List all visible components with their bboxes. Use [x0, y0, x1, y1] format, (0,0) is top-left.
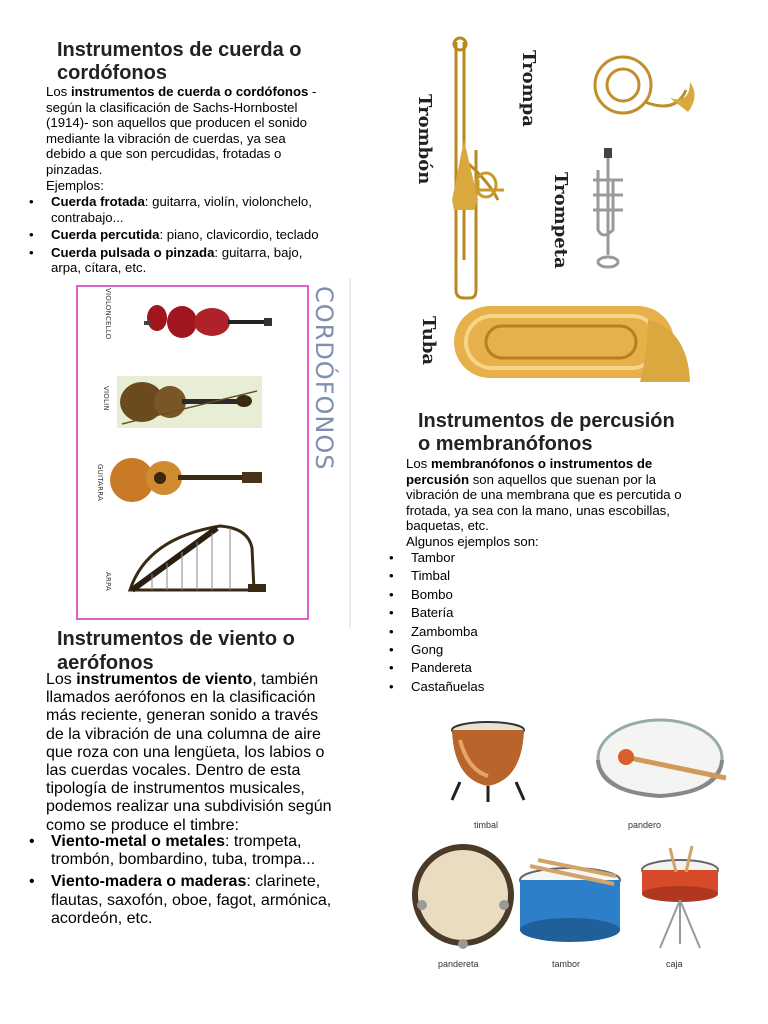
text-line: llamados aerófonos en la clasificación	[46, 689, 316, 707]
list-item: • Batería	[389, 605, 454, 621]
text-line: frotada, ya sea con la mano, unas escobillas,	[406, 502, 670, 518]
text-line: mediante la vibración de cuerdas, ya sea	[46, 130, 286, 146]
cordofonos-list	[29, 194, 371, 276]
membranofonos-title	[418, 410, 675, 456]
cordofonos-figure	[52, 278, 352, 628]
snare-drum-icon	[520, 860, 620, 942]
list-item: • Zambomba	[389, 623, 478, 639]
tambourine-caption: pandereta	[438, 959, 479, 969]
brass-figure	[408, 30, 718, 390]
percussion-figure	[408, 700, 748, 985]
text-line: tipología de instrumentos musicales,	[46, 780, 305, 798]
text-line: vibración de una membrana que es percutida o	[406, 487, 682, 503]
trumpet-label: Trompeta	[550, 172, 571, 269]
cordofonos-intro: Los instrumentos de cuerda o cordófonos - según la clasificación de Sachs-Hornbostel (1914)- son aquellos que producen el sonido mediante la vibración de cuerdas, ya sea debido a que son percudidas, frotadas o pinzadas. Ejemplos:	[46, 84, 366, 193]
tambourine-icon	[415, 847, 511, 949]
text-line: las cuerdas vocales. Dentro de esta	[46, 762, 301, 780]
membranofonos-intro: Los membranófonos o instrumentos de percusión son aquellos que suenan por la vibración de una membrana que es percutida o frotada, ya sea con la mano, unas escobillas, baquetas, etc. Algunos ejemplos son:	[406, 456, 746, 550]
list-item: • Gong	[389, 642, 444, 658]
tuba-label: Tuba	[418, 316, 439, 366]
list-item: • Tambor	[389, 550, 455, 565]
list-item: • Bombo	[389, 586, 453, 602]
list-item: • Cuerda frotada: guitarra, violín, violonchelo, contrabajo...	[29, 194, 312, 225]
title-line: Instrumentos de cuerda o	[57, 39, 302, 61]
list-item: • Castañuelas	[389, 678, 485, 694]
list-item: • Viento-madera o maderas: clarinete, flautas, saxofón, oboe, fagot, armónica, acordeón, etc.	[29, 873, 332, 927]
cello-label: VIOLONCELLO	[104, 288, 112, 340]
text-line: según la clasificación de Sachs-Hornbostel	[46, 99, 298, 115]
horn-label: Trompa	[518, 50, 539, 127]
tambourine-drum-icon	[598, 720, 726, 796]
aerofonos-intro: Los instrumentos de viento, también llamados aerófonos en la clasificación más reciente, generan sonido a través de la vibración de una columna de aire que roza con una lengüeta, los labios o las cuerdas vocales. Dentro de esta tipología de instrumentos musicales, podemos realizar una subdivisión según como se produce el timbre:	[46, 671, 376, 835]
text-line: baquetas, etc.	[406, 518, 489, 534]
list-item: • Cuerda percutida: piano, clavicordio, teclado	[29, 227, 319, 243]
tambourine-drum-caption: pandero	[628, 820, 662, 830]
aerofonos-list	[29, 833, 381, 928]
text-line: más reciente, generan sonido a través	[46, 707, 319, 725]
harp-label: ARPA	[104, 572, 112, 592]
list-item: • Cuerda pulsada o pinzada: guitarra, bajo, arpa, cítara, etc.	[29, 244, 303, 276]
title-line: o membranófonos	[418, 433, 593, 455]
aerofonos-title	[57, 627, 295, 675]
figure-heading: CORDÓFONOS	[310, 286, 338, 471]
membranofonos-list	[389, 549, 611, 696]
timpani-icon	[452, 722, 524, 802]
title-line: aerófonos	[57, 652, 154, 674]
snare-caja-icon	[642, 846, 718, 948]
caja-caption: caja	[666, 959, 683, 969]
tuba-icon	[454, 306, 690, 382]
list-item: • Timbal	[389, 568, 451, 584]
horn-icon	[595, 57, 686, 113]
trumpet-icon	[593, 150, 623, 267]
text-line: Ejemplos:	[46, 177, 104, 193]
guitar-label: GUITARRA	[96, 464, 104, 501]
text-line: (1914)- son aquellos que producen el sonido	[46, 115, 308, 131]
list-item: • Viento-metal o metales: trompeta, trombón, bombardino, tuba, trompa...	[29, 833, 316, 869]
cordofonos-title	[57, 39, 302, 85]
text-line: pinzadas.	[46, 161, 103, 177]
text-line: que roza con una lengüeta, los labios o	[46, 743, 325, 761]
title-line: cordófonos	[57, 62, 167, 84]
cordofonos-illustration	[52, 278, 352, 628]
snare-drum-caption: tambor	[552, 959, 581, 969]
timpani-caption: timbal	[474, 820, 499, 830]
violin-label: VIOLIN	[102, 386, 110, 411]
trombone-label: Trombón	[414, 94, 435, 185]
title-line: Instrumentos de percusión	[418, 410, 675, 432]
percussion-illustration	[408, 700, 748, 985]
list-item: • Pandereta	[389, 660, 472, 676]
text-line: podemos realizar una subdivisión según	[46, 798, 332, 816]
text-line: debido a que son percudidas, frotadas o	[46, 146, 282, 162]
text-line: como se produce el timbre:	[46, 816, 239, 834]
text-line: de la vibración de una columna de aire	[46, 725, 321, 743]
title-line: Instrumentos de viento o	[57, 628, 295, 650]
text-line: Algunos ejemplos son:	[406, 533, 539, 549]
